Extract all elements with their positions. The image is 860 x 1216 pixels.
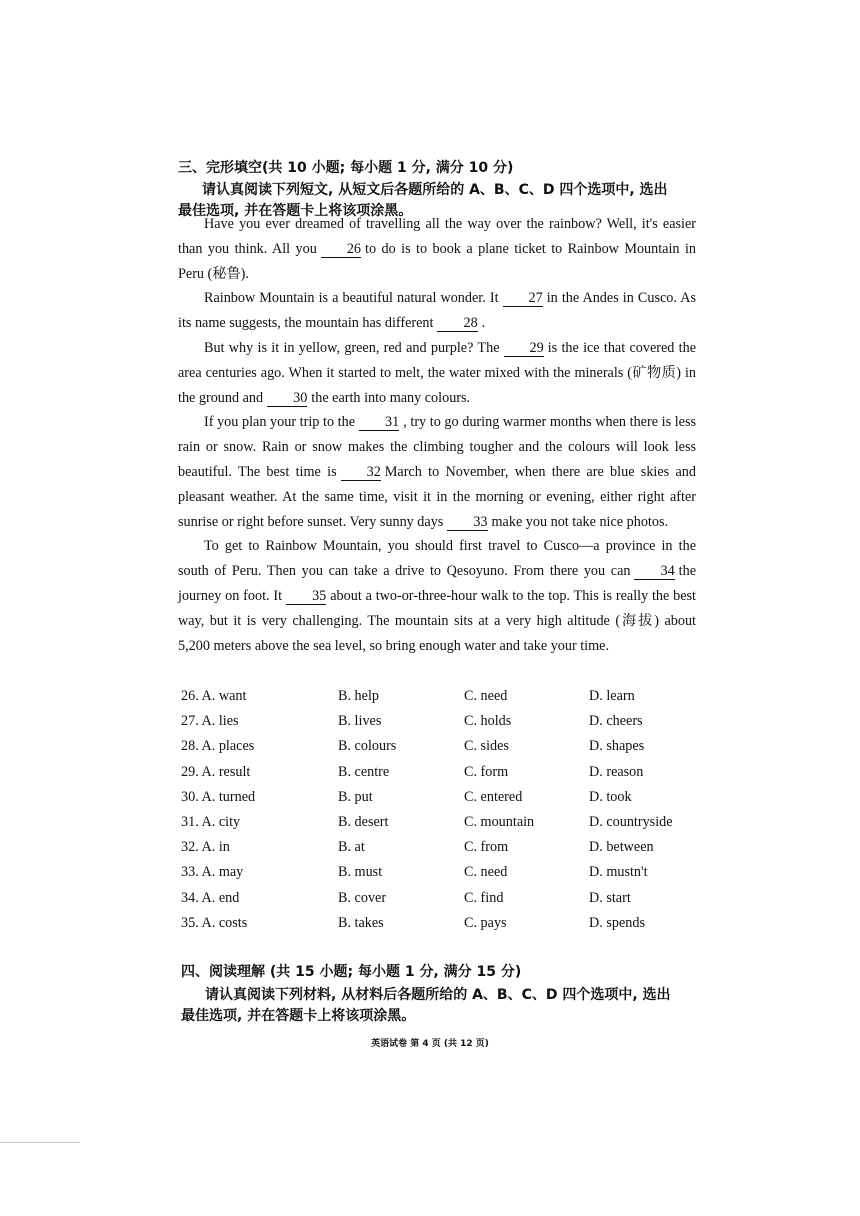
option-row (181, 713, 711, 738)
passage-paragraph-5 (178, 534, 696, 658)
blank-31: 31 (359, 414, 399, 431)
passage-paragraph-3 (178, 336, 696, 410)
option-d: D. between (589, 839, 654, 856)
paragraph-text: . (481, 315, 486, 332)
option-c: C. holds (464, 713, 512, 730)
blank-27: 27 (503, 290, 543, 307)
option-row (181, 789, 711, 814)
section-4-instruction-line-2: 最佳选项, 并在答题卡上将该项涂黑。 (181, 1008, 416, 1024)
option-d: D. mustn't (589, 864, 648, 881)
option-c: C. entered (464, 788, 523, 805)
option-b: B. help (338, 688, 379, 704)
section-3-heading: 三、完形填空(共 10 小题; 每小题 1 分, 满分 10 分) (178, 160, 514, 176)
option-b: B. at (338, 839, 365, 856)
cloze-passage (178, 212, 696, 658)
option-d: D. reason (589, 763, 644, 780)
paragraph-text: , try to go during warmer months when there is less rain or snow. Rain or snow makes the climbing tougher and the colours will look less beautiful. The best time is (178, 414, 696, 480)
option-a: 27. A. lies (181, 713, 239, 730)
option-row (181, 738, 711, 763)
passage-paragraph-1 (178, 212, 696, 286)
option-row (181, 915, 711, 940)
option-d: D. shapes (589, 738, 645, 755)
option-row (181, 764, 711, 789)
option-b: B. lives (338, 713, 382, 730)
option-c: C. sides (464, 738, 509, 755)
option-c: C. find (464, 889, 504, 906)
option-d: D. took (589, 788, 632, 805)
section-4-heading: 四、阅读理解 (共 15 小题; 每小题 1 分, 满分 15 分) (181, 964, 522, 980)
option-d: D. spends (589, 914, 645, 931)
option-a: 28. A. places (181, 738, 255, 755)
blank-34: 34 (634, 563, 674, 580)
paragraph-text: To get to Rainbow Mountain, you should first travel to Cusco—a province in the south of Peru. Then you can take a drive to Qesoyuno. From there you can (178, 538, 696, 580)
option-b: B. centre (338, 763, 390, 780)
option-a: 34. A. end (181, 889, 240, 906)
blank-28: 28 (437, 315, 477, 332)
option-c: C. from (464, 839, 509, 856)
blank-30: 30 (267, 390, 307, 407)
blank-32: 32 (341, 464, 381, 481)
option-a: 32. A. in (181, 839, 230, 856)
answer-options (181, 688, 711, 940)
option-c: C. mountain (464, 813, 535, 830)
option-d: D. countryside (589, 813, 673, 830)
option-c: C. need (464, 688, 508, 704)
scan-margin-line (0, 1142, 80, 1143)
option-row (181, 890, 711, 915)
option-a: 26. A. want (181, 688, 247, 704)
paragraph-text: to do is to book a plane ticket to Rainbow Mountain in Peru (秘鲁). (178, 240, 696, 282)
blank-33: 33 (447, 514, 487, 531)
option-d: D. learn (589, 688, 635, 704)
paragraph-text: March to November, when there are blue skies and pleasant weather. At the same time, visit it in the morning or evening, either right after sunrise or right before sunset. Very sunny days (178, 463, 696, 530)
section-3-instruction-line-2: 最佳选项, 并在答题卡上将该项涂黑。 (178, 203, 413, 219)
option-a: 29. A. result (181, 763, 251, 780)
option-d: D. start (589, 889, 631, 906)
option-c: C. pays (464, 914, 507, 931)
section-3-instruction-line-1: 请认真阅读下列短文, 从短文后各题所给的 A、B、C、D 四个选项中, 选出 (202, 182, 668, 198)
option-row (181, 814, 711, 839)
section-4-instruction-line-1: 请认真阅读下列材料, 从材料后各题所给的 A、B、C、D 四个选项中, 选出 (205, 987, 671, 1003)
option-b: B. must (338, 864, 383, 881)
passage-paragraph-4 (178, 410, 696, 534)
option-c: C. need (464, 864, 508, 881)
option-b: B. cover (338, 889, 387, 906)
paragraph-text: If you plan your trip to the (204, 414, 356, 431)
option-b: B. colours (338, 738, 397, 755)
paragraph-text: Rainbow Mountain is a beautiful natural wonder. It (204, 290, 499, 307)
option-b: B. put (338, 788, 373, 805)
blank-29: 29 (504, 340, 544, 357)
blank-26: 26 (321, 241, 361, 258)
passage-paragraph-2 (178, 286, 696, 336)
option-a: 31. A. city (181, 813, 241, 830)
paragraph-text: Have you ever dreamed of travelling all the way over the rainbow? Well, it's easier than you think. All you (178, 216, 696, 257)
option-b: B. desert (338, 813, 389, 830)
option-c: C. form (464, 763, 509, 780)
paragraph-text: the journey on foot. It (178, 563, 696, 604)
option-b: B. takes (338, 914, 384, 931)
option-row (181, 688, 711, 713)
option-a: 35. A. costs (181, 914, 248, 931)
option-d: D. cheers (589, 713, 643, 730)
blank-35: 35 (286, 588, 326, 605)
option-a: 33. A. may (181, 864, 244, 881)
option-row (181, 864, 711, 889)
paragraph-text: the earth into many colours. (311, 389, 471, 406)
section-4-instructions (181, 985, 711, 1027)
paragraph-text: is the ice that covered the area centuries ago. When it started to melt, the water mixed with the minerals (矿物质) in the ground and (178, 339, 696, 406)
option-a: 30. A. turned (181, 788, 256, 805)
page-footer: 英语试卷 第 4 页 (共 12 页) (371, 1039, 489, 1049)
paragraph-text: in the Andes in Cusco. As its name suggests, the mountain has different (178, 290, 696, 332)
paragraph-text: make you not take nice photos. (491, 513, 669, 530)
paragraph-text: But why is it in yellow, green, red and purple? The (204, 339, 500, 356)
option-row (181, 839, 711, 864)
paragraph-text: about a two-or-three-hour walk to the top. This is really the best way, but it is very challenging. The mountain sits at a very high altitude (海拔) about 5,200 meters above the sea level, so bring enough water and take your time. (178, 587, 696, 654)
